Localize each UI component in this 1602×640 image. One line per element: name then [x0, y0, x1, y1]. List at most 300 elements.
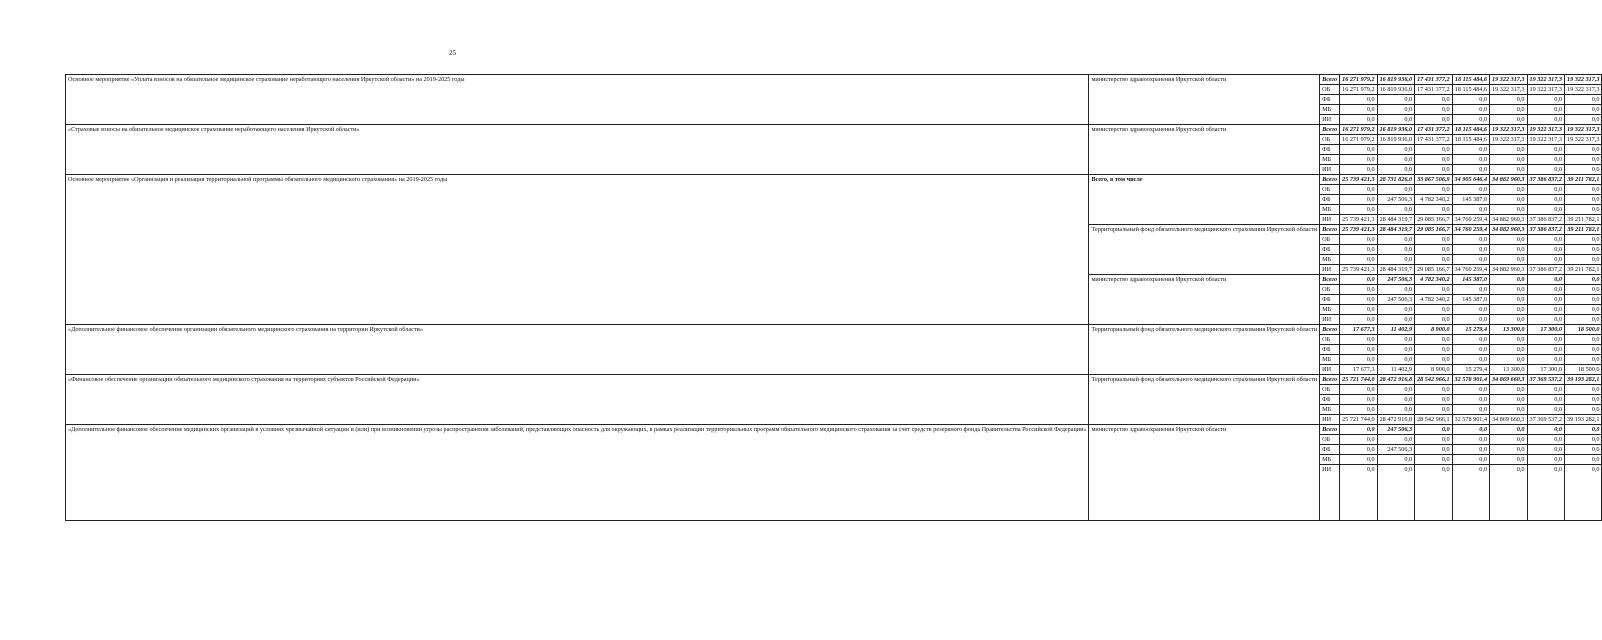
amount-cell: 17 300,0	[1527, 325, 1564, 335]
amount-cell: 25 739 421,3	[1340, 215, 1377, 225]
amount-cell: 16 819 936,0	[1377, 75, 1414, 85]
funding-source-code: Всего	[1320, 225, 1340, 235]
amount-cell: 0,0	[1565, 295, 1602, 305]
funding-source-code: ОБ	[1320, 435, 1340, 445]
amount-cell: 0,0	[1415, 335, 1452, 345]
amount-cell: 18 115 484,6	[1452, 125, 1489, 135]
table-row	[66, 125, 1602, 135]
amount-cell: 0,0	[1452, 355, 1489, 365]
amount-cell: 0,0	[1415, 455, 1452, 465]
amount-cell: 16 819 936,0	[1377, 85, 1414, 95]
amount-cell: 0,0	[1527, 435, 1564, 445]
amount-cell: 0,0	[1565, 195, 1602, 205]
amount-cell: 0,0	[1565, 315, 1602, 325]
amount-cell: 28 472 916,8	[1377, 375, 1414, 385]
amount-cell: 16 271 979,2	[1340, 85, 1377, 95]
amount-cell: 0,0	[1565, 95, 1602, 105]
amount-cell: 0,0	[1565, 405, 1602, 415]
amount-cell: 0,0	[1377, 145, 1414, 155]
amount-cell: 0,0	[1490, 195, 1527, 205]
amount-cell: 37 369 537,2	[1527, 375, 1564, 385]
amount-cell: 0,0	[1452, 165, 1489, 175]
amount-cell: 0,0	[1565, 255, 1602, 265]
funding-source-code: Всего	[1320, 275, 1340, 285]
budget-table	[65, 74, 1602, 521]
amount-cell: 0,0	[1340, 455, 1377, 465]
amount-cell: 17 431 377,2	[1415, 125, 1452, 135]
amount-cell: 28 542 966,1	[1415, 375, 1452, 385]
amount-cell: 0,0	[1377, 205, 1414, 215]
amount-cell: 34 869 660,3	[1490, 375, 1527, 385]
amount-cell: 0,0	[1415, 245, 1452, 255]
amount-cell: 39 193 282,1	[1565, 375, 1602, 385]
amount-cell: 34 882 960,3	[1490, 225, 1527, 235]
amount-cell: 19 322 317,3	[1565, 135, 1602, 145]
funding-source-code: ОБ	[1320, 235, 1340, 245]
amount-cell: 0,0	[1565, 285, 1602, 295]
amount-cell: 18 115 484,6	[1452, 75, 1489, 85]
amount-cell: 0,0	[1490, 105, 1527, 115]
amount-cell: 0,0	[1377, 345, 1414, 355]
funding-source-code: ИИ	[1320, 115, 1340, 125]
amount-cell: 0,0	[1452, 385, 1489, 395]
amount-cell: 18 500,0	[1565, 365, 1602, 375]
amount-cell: 0,0	[1490, 465, 1527, 521]
amount-cell: 0,0	[1415, 205, 1452, 215]
amount-cell: 0,0	[1527, 105, 1564, 115]
amount-cell: 0,0	[1452, 155, 1489, 165]
amount-cell: 0,0	[1452, 145, 1489, 155]
amount-cell: 0,0	[1340, 285, 1377, 295]
amount-cell: 34 760 259,4	[1452, 215, 1489, 225]
amount-cell: 17 431 377,2	[1415, 135, 1452, 145]
amount-cell: 0,0	[1565, 385, 1602, 395]
amount-cell: 17 431 377,2	[1415, 75, 1452, 85]
amount-cell: 0,0	[1490, 315, 1527, 325]
amount-cell: 32 578 901,4	[1452, 375, 1489, 385]
funding-source-code: ИИ	[1320, 215, 1340, 225]
amount-cell: 0,0	[1340, 205, 1377, 215]
amount-cell: 0,0	[1452, 335, 1489, 345]
funding-source-code: ФБ	[1320, 145, 1340, 155]
amount-cell: 0,0	[1527, 155, 1564, 165]
amount-cell: 0,0	[1340, 435, 1377, 445]
table-row	[66, 75, 1602, 85]
amount-cell: 37 386 837,2	[1527, 225, 1564, 235]
funding-source-code: ФБ	[1320, 245, 1340, 255]
amount-cell: 0,0	[1452, 105, 1489, 115]
amount-cell: 39 211 782,1	[1565, 175, 1602, 185]
amount-cell: 0,0	[1340, 95, 1377, 105]
executor-name: министерство здравоохранения Иркутской области	[1089, 125, 1320, 175]
amount-cell: 0,0	[1377, 155, 1414, 165]
amount-cell: 0,0	[1527, 425, 1564, 435]
amount-cell: 0,0	[1565, 435, 1602, 445]
amount-cell: 0,0	[1452, 255, 1489, 265]
amount-cell: 0,0	[1452, 455, 1489, 465]
amount-cell: 0,0	[1452, 395, 1489, 405]
amount-cell: 0,0	[1340, 425, 1377, 435]
amount-cell: 32 578 901,4	[1452, 415, 1489, 425]
table-row	[66, 375, 1602, 385]
amount-cell: 4 782 340,2	[1415, 295, 1452, 305]
funding-source-code: ИИ	[1320, 315, 1340, 325]
funding-source-code: Всего	[1320, 325, 1340, 335]
amount-cell: 28 472 916,8	[1377, 415, 1414, 425]
amount-cell: 0,0	[1452, 95, 1489, 105]
amount-cell: 17 677,3	[1340, 365, 1377, 375]
amount-cell: 0,0	[1527, 305, 1564, 315]
amount-cell: 0,0	[1340, 235, 1377, 245]
amount-cell: 16 271 979,2	[1340, 135, 1377, 145]
amount-cell: 0,0	[1490, 435, 1527, 445]
funding-source-code: ФБ	[1320, 95, 1340, 105]
amount-cell: 25 739 421,3	[1340, 175, 1377, 185]
amount-cell: 39 211 782,1	[1565, 265, 1602, 275]
amount-cell: 0,0	[1490, 205, 1527, 215]
amount-cell: 0,0	[1527, 335, 1564, 345]
amount-cell: 0,0	[1377, 235, 1414, 245]
amount-cell: 0,0	[1340, 155, 1377, 165]
amount-cell: 4 782 340,2	[1415, 195, 1452, 205]
amount-cell: 0,0	[1340, 255, 1377, 265]
amount-cell: 247 506,3	[1377, 445, 1414, 455]
amount-cell: 19 322 317,3	[1490, 85, 1527, 95]
amount-cell: 0,0	[1415, 255, 1452, 265]
amount-cell: 19 322 317,3	[1527, 125, 1564, 135]
funding-source-code: ОБ	[1320, 385, 1340, 395]
amount-cell: 28 484 319,7	[1377, 265, 1414, 275]
funding-source-code: МБ	[1320, 405, 1340, 415]
amount-cell: 0,0	[1340, 165, 1377, 175]
amount-cell: 0,0	[1490, 285, 1527, 295]
amount-cell: 0,0	[1490, 335, 1527, 345]
amount-cell: 0,0	[1340, 245, 1377, 255]
amount-cell: 0,0	[1340, 275, 1377, 285]
funding-source-code: МБ	[1320, 205, 1340, 215]
amount-cell: 0,0	[1490, 305, 1527, 315]
amount-cell: 145 387,0	[1452, 275, 1489, 285]
amount-cell: 0,0	[1340, 105, 1377, 115]
funding-source-code: Всего	[1320, 375, 1340, 385]
amount-cell: 19 322 317,3	[1490, 75, 1527, 85]
amount-cell: 34 760 259,4	[1452, 265, 1489, 275]
amount-cell: 0,0	[1565, 205, 1602, 215]
amount-cell: 0,0	[1415, 185, 1452, 195]
amount-cell: 34 869 660,3	[1490, 415, 1527, 425]
amount-cell: 0,0	[1527, 285, 1564, 295]
amount-cell: 11 402,9	[1377, 325, 1414, 335]
amount-cell: 0,0	[1340, 115, 1377, 125]
amount-cell: 0,0	[1527, 235, 1564, 245]
amount-cell: 0,0	[1415, 395, 1452, 405]
amount-cell: 0,0	[1527, 395, 1564, 405]
amount-cell: 0,0	[1490, 155, 1527, 165]
amount-cell: 8 900,0	[1415, 325, 1452, 335]
amount-cell: 16 271 979,2	[1340, 75, 1377, 85]
amount-cell: 0,0	[1415, 105, 1452, 115]
amount-cell: 0,0	[1490, 295, 1527, 305]
amount-cell: 0,0	[1340, 295, 1377, 305]
activity-name: Основное мероприятие «Уплата взносов на обязательное медицинское страхование неработающего населения Иркутской области» на 2019-2025 годы	[66, 75, 1089, 125]
amount-cell: 0,0	[1340, 185, 1377, 195]
amount-cell: 0,0	[1565, 395, 1602, 405]
amount-cell: 0,0	[1340, 405, 1377, 415]
funding-source-code: Всего	[1320, 75, 1340, 85]
amount-cell: 34 905 646,4	[1452, 175, 1489, 185]
funding-source-code: МБ	[1320, 155, 1340, 165]
amount-cell: 0,0	[1565, 345, 1602, 355]
amount-cell: 25 721 744,0	[1340, 415, 1377, 425]
amount-cell: 0,0	[1377, 105, 1414, 115]
amount-cell: 247 506,3	[1377, 295, 1414, 305]
amount-cell: 13 300,0	[1490, 365, 1527, 375]
funding-source-code: ИИ	[1320, 165, 1340, 175]
amount-cell: 0,0	[1490, 355, 1527, 365]
amount-cell: 0,0	[1565, 165, 1602, 175]
amount-cell: 39 211 782,1	[1565, 215, 1602, 225]
amount-cell: 37 386 837,2	[1527, 175, 1564, 185]
amount-cell: 25 739 421,3	[1340, 225, 1377, 235]
amount-cell: 15 279,4	[1452, 365, 1489, 375]
amount-cell: 34 882 960,3	[1490, 265, 1527, 275]
amount-cell: 0,0	[1565, 275, 1602, 285]
amount-cell: 0,0	[1377, 455, 1414, 465]
amount-cell: 17 300,0	[1527, 365, 1564, 375]
amount-cell: 0,0	[1527, 145, 1564, 155]
amount-cell: 0,0	[1565, 245, 1602, 255]
amount-cell: 0,0	[1452, 235, 1489, 245]
funding-source-code: ИИ	[1320, 265, 1340, 275]
amount-cell: 0,0	[1415, 435, 1452, 445]
activity-name: Основное мероприятие «Организация и реализация территориальной программы обязательного медицинского страхования» на 2019-2025 годы	[66, 175, 1089, 325]
funding-source-code: ОБ	[1320, 185, 1340, 195]
amount-cell: 0,0	[1565, 465, 1602, 521]
amount-cell: 0,0	[1565, 115, 1602, 125]
funding-source-code: Всего	[1320, 125, 1340, 135]
amount-cell: 28 542 966,1	[1415, 415, 1452, 425]
funding-source-code: Всего	[1320, 425, 1340, 435]
activity-name: «Дополнительное финансовое обеспечение медицинских организаций в условиях чрезвычайной ситуации и (или) при возникновении угрозы распространения заболеваний, представляющих опасность для окружающих, в рамках реализации территориальных программ обязательного медицинского страхования за счет средств резервного фонда Правительства Российской Федерации»	[66, 425, 1089, 521]
amount-cell: 28 484 319,7	[1377, 225, 1414, 235]
amount-cell: 0,0	[1377, 465, 1414, 521]
amount-cell: 0,0	[1565, 155, 1602, 165]
amount-cell: 0,0	[1527, 195, 1564, 205]
funding-source-code: МБ	[1320, 305, 1340, 315]
amount-cell: 19 322 317,3	[1565, 85, 1602, 95]
funding-source-code: МБ	[1320, 105, 1340, 115]
amount-cell: 0,0	[1415, 165, 1452, 175]
amount-cell: 0,0	[1452, 345, 1489, 355]
amount-cell: 8 900,0	[1415, 365, 1452, 375]
funding-source-code: ИИ	[1320, 365, 1340, 375]
amount-cell: 0,0	[1415, 465, 1452, 521]
amount-cell: 0,0	[1490, 165, 1527, 175]
amount-cell: 0,0	[1527, 205, 1564, 215]
amount-cell: 0,0	[1527, 165, 1564, 175]
amount-cell: 0,0	[1415, 305, 1452, 315]
funding-source-code: МБ	[1320, 455, 1340, 465]
amount-cell: 0,0	[1377, 395, 1414, 405]
amount-cell: 0,0	[1490, 245, 1527, 255]
amount-cell: 19 322 317,3	[1527, 135, 1564, 145]
amount-cell: 0,0	[1377, 165, 1414, 175]
amount-cell: 0,0	[1452, 445, 1489, 455]
amount-cell: 4 782 340,2	[1415, 275, 1452, 285]
amount-cell: 0,0	[1452, 245, 1489, 255]
amount-cell: 0,0	[1490, 445, 1527, 455]
amount-cell: 28 731 826,0	[1377, 175, 1414, 185]
amount-cell: 37 386 837,2	[1527, 215, 1564, 225]
amount-cell: 0,0	[1452, 315, 1489, 325]
amount-cell: 37 369 537,2	[1527, 415, 1564, 425]
amount-cell: 17 431 377,2	[1415, 85, 1452, 95]
amount-cell: 39 211 782,1	[1565, 225, 1602, 235]
amount-cell: 16 819 936,0	[1377, 135, 1414, 145]
executor-name: Всего, в том числе	[1089, 175, 1320, 225]
amount-cell: 0,0	[1452, 285, 1489, 295]
amount-cell: 0,0	[1527, 255, 1564, 265]
amount-cell: 0,0	[1415, 155, 1452, 165]
amount-cell: 0,0	[1452, 435, 1489, 445]
funding-source-code: ОБ	[1320, 335, 1340, 345]
amount-cell: 0,0	[1452, 185, 1489, 195]
amount-cell: 19 322 317,3	[1490, 135, 1527, 145]
amount-cell: 19 322 317,3	[1565, 75, 1602, 85]
executor-name: Территориальный фонд обязательного медицинского страхования Иркутской области	[1089, 225, 1320, 275]
amount-cell: 0,0	[1565, 355, 1602, 365]
amount-cell: 16 819 936,0	[1377, 125, 1414, 135]
table-row	[66, 325, 1602, 335]
amount-cell: 0,0	[1527, 465, 1564, 521]
amount-cell: 19 322 317,3	[1527, 85, 1564, 95]
amount-cell: 0,0	[1415, 425, 1452, 435]
amount-cell: 25 739 421,3	[1340, 265, 1377, 275]
amount-cell: 0,0	[1565, 305, 1602, 315]
amount-cell: 0,0	[1527, 405, 1564, 415]
amount-cell: 0,0	[1377, 355, 1414, 365]
amount-cell: 0,0	[1377, 335, 1414, 345]
amount-cell: 0,0	[1415, 445, 1452, 455]
amount-cell: 0,0	[1377, 405, 1414, 415]
amount-cell: 0,0	[1527, 385, 1564, 395]
amount-cell: 247 506,3	[1377, 275, 1414, 285]
amount-cell: 0,0	[1452, 115, 1489, 125]
executor-name: Территориальный фонд обязательного медицинского страхования Иркутской области	[1089, 375, 1320, 425]
funding-source-code: ФБ	[1320, 395, 1340, 405]
amount-cell: 18 115 484,6	[1452, 135, 1489, 145]
amount-cell: 0,0	[1415, 115, 1452, 125]
amount-cell: 0,0	[1527, 315, 1564, 325]
amount-cell: 0,0	[1565, 105, 1602, 115]
amount-cell: 0,0	[1340, 335, 1377, 345]
amount-cell: 0,0	[1377, 255, 1414, 265]
activity-name: «Финансовое обеспечение организации обязательного медицинского страхования на территориях субъектов Российской Федерации»	[66, 375, 1089, 425]
amount-cell: 0,0	[1415, 315, 1452, 325]
funding-source-code: ОБ	[1320, 85, 1340, 95]
amount-cell: 0,0	[1415, 405, 1452, 415]
amount-cell: 0,0	[1527, 185, 1564, 195]
amount-cell: 0,0	[1415, 285, 1452, 295]
amount-cell: 0,0	[1527, 295, 1564, 305]
amount-cell: 0,0	[1490, 145, 1527, 155]
amount-cell: 0,0	[1452, 305, 1489, 315]
amount-cell: 0,0	[1527, 245, 1564, 255]
amount-cell: 0,0	[1340, 445, 1377, 455]
amount-cell: 145 387,0	[1452, 295, 1489, 305]
table-row	[66, 425, 1602, 435]
amount-cell: 0,0	[1340, 305, 1377, 315]
amount-cell: 0,0	[1415, 145, 1452, 155]
funding-source-code: ОБ	[1320, 135, 1340, 145]
amount-cell: 0,0	[1490, 115, 1527, 125]
amount-cell: 37 386 837,2	[1527, 265, 1564, 275]
amount-cell: 29 085 166,7	[1415, 265, 1452, 275]
amount-cell: 18 115 484,6	[1452, 85, 1489, 95]
amount-cell: 0,0	[1377, 305, 1414, 315]
amount-cell: 0,0	[1377, 95, 1414, 105]
funding-source-code: ОБ	[1320, 285, 1340, 295]
amount-cell: 0,0	[1340, 355, 1377, 365]
amount-cell: 0,0	[1377, 285, 1414, 295]
amount-cell: 0,0	[1527, 445, 1564, 455]
amount-cell: 0,0	[1377, 115, 1414, 125]
amount-cell: 0,0	[1415, 95, 1452, 105]
amount-cell: 34 882 960,3	[1490, 215, 1527, 225]
amount-cell: 0,0	[1377, 185, 1414, 195]
amount-cell: 29 085 166,7	[1415, 215, 1452, 225]
amount-cell: 0,0	[1377, 245, 1414, 255]
amount-cell: 39 193 282,1	[1565, 415, 1602, 425]
amount-cell: 19 322 317,3	[1527, 75, 1564, 85]
amount-cell: 0,0	[1490, 425, 1527, 435]
amount-cell: 17 677,3	[1340, 325, 1377, 335]
amount-cell: 15 279,4	[1452, 325, 1489, 335]
amount-cell: 0,0	[1565, 235, 1602, 245]
executor-name: Территориальный фонд обязательного медицинского страхования Иркутской области	[1089, 325, 1320, 375]
amount-cell: 0,0	[1377, 385, 1414, 395]
amount-cell: 0,0	[1340, 345, 1377, 355]
amount-cell: 0,0	[1415, 385, 1452, 395]
funding-source-code: МБ	[1320, 255, 1340, 265]
amount-cell: 0,0	[1340, 465, 1377, 521]
amount-cell: 0,0	[1490, 235, 1527, 245]
amount-cell: 33 867 506,9	[1415, 175, 1452, 185]
amount-cell: 0,0	[1377, 315, 1414, 325]
funding-source-code: ИИ	[1320, 465, 1340, 521]
amount-cell: 0,0	[1340, 195, 1377, 205]
amount-cell: 34 760 259,4	[1452, 225, 1489, 235]
amount-cell: 0,0	[1340, 315, 1377, 325]
amount-cell: 13 300,0	[1490, 325, 1527, 335]
executor-name: министерство здравоохранения Иркутской области	[1089, 275, 1320, 325]
amount-cell: 34 882 960,3	[1490, 175, 1527, 185]
activity-name: «Дополнительное финансовое обеспечение организации обязательного медицинского страхования на территории Иркутской области»	[66, 325, 1089, 375]
amount-cell: 0,0	[1490, 455, 1527, 465]
amount-cell: 0,0	[1415, 235, 1452, 245]
amount-cell: 247 506,3	[1377, 425, 1414, 435]
funding-source-code: МБ	[1320, 355, 1340, 365]
funding-source-code: ФБ	[1320, 345, 1340, 355]
amount-cell: 247 506,3	[1377, 195, 1414, 205]
amount-cell: 0,0	[1377, 435, 1414, 445]
amount-cell: 0,0	[1490, 95, 1527, 105]
amount-cell: 0,0	[1565, 425, 1602, 435]
funding-source-code: ФБ	[1320, 445, 1340, 455]
amount-cell: 0,0	[1490, 255, 1527, 265]
amount-cell: 0,0	[1565, 445, 1602, 455]
amount-cell: 0,0	[1565, 455, 1602, 465]
